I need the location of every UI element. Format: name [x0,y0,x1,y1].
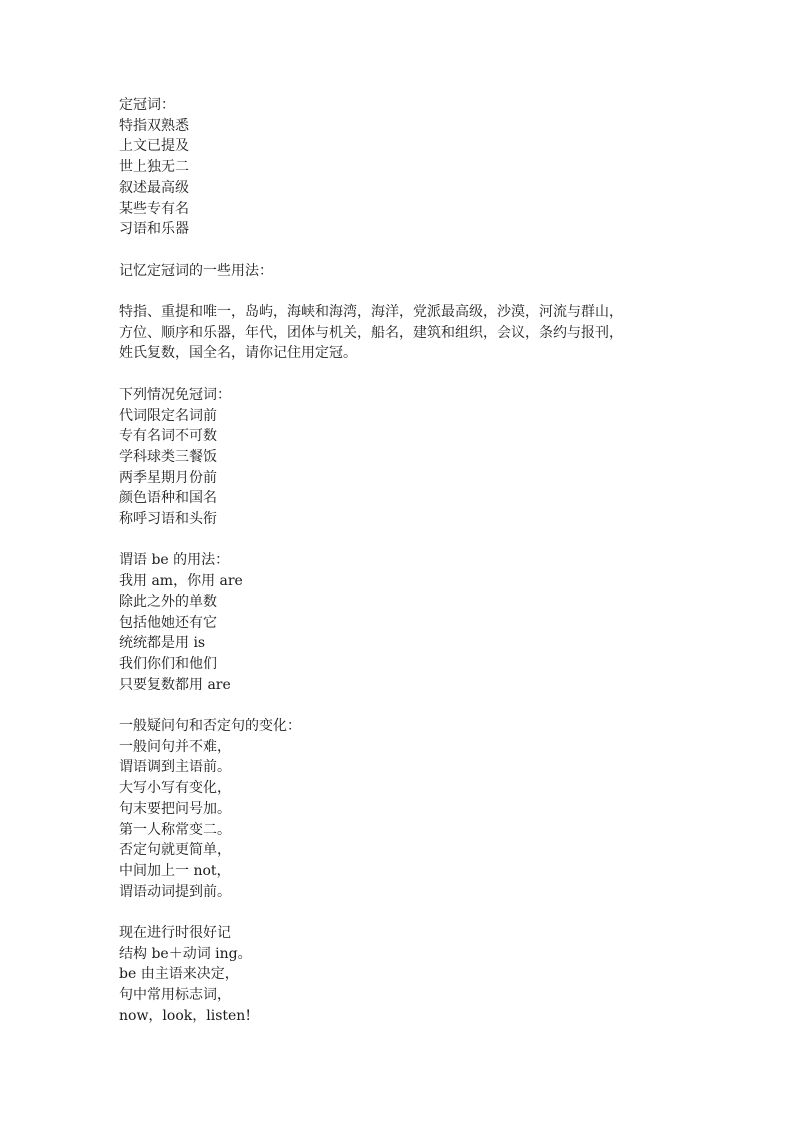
rhyme-line: 除此之外的单数 [119,593,217,610]
rhyme-line: 谓语调到主语前。 [119,759,231,776]
rhyme-line: 叙述最高级 [119,179,189,196]
section-heading: 下列情况免冠词： [119,386,231,403]
rhyme-line: 统统都是用 is [119,635,206,652]
paragraph-line: 方位、顺序和乐器，年代，团体与机关，船名，建筑和组织，会议，条约与报刊， [119,324,623,341]
be-verb-section [119,550,670,695]
rhyme-line: 一般问句并不难， [119,738,231,755]
section-heading: 定冠词： [119,97,175,113]
rhyme-line: 第一人称常变二。 [119,821,231,838]
paragraph-line: 姓氏复数，国全名，请你记住用定冠。 [119,345,357,362]
definite-article-usage-paragraph [119,302,670,364]
paragraph-line: 特指、重提和唯一，岛屿，海峡和海湾，海洋，党派最高级，沙漠，河流与群山， [119,304,623,320]
rhyme-line: 句中常用标志词， [119,987,231,1004]
rhyme-line: 中间加上一 not， [119,862,231,879]
rhyme-line: 包括他她还有它 [119,614,217,631]
rhyme-line: 学科球类三餐饭 [119,448,217,465]
section-heading: 现在进行时很好记 [119,925,231,942]
rhyme-line: 结构 be＋动词 ing。 [119,945,252,962]
memory-usage-heading-section [119,261,670,282]
zero-article-section [119,385,670,530]
rhyme-line: 大写小写有变化， [119,780,231,797]
rhyme-line: 上文已提及 [119,138,189,155]
rhyme-line: be 由主语来决定， [119,966,239,983]
rhyme-line: 某些专有名 [119,200,189,217]
rhyme-line: now，look，listen! [119,1007,251,1024]
section-heading: 记忆定冠词的一些用法： [119,262,273,279]
rhyme-line: 习语和乐器 [119,221,189,238]
rhyme-line: 世上独无二 [119,159,189,176]
rhyme-line: 特指双熟悉 [119,117,189,134]
rhyme-line: 我用 am，你用 are [119,573,243,590]
document-page [119,95,670,1047]
section-heading: 谓语 be 的用法： [119,552,230,569]
rhyme-line: 否定句就更简单， [119,842,231,859]
rhyme-line: 句末要把问号加。 [119,800,231,817]
question-negative-section [119,716,670,902]
rhyme-line: 两季星期月份前 [119,469,217,486]
rhyme-line: 颜色语种和国名 [119,490,217,507]
rhyme-line: 称呼习语和头衔 [119,511,217,528]
present-progressive-section [119,923,670,1027]
rhyme-line: 专有名词不可数 [119,428,217,445]
rhyme-line: 我们你们和他们 [119,655,217,672]
definite-article-section [119,95,670,240]
rhyme-line: 只要复数都用 are [119,676,231,693]
section-heading: 一般疑问句和否定句的变化： [119,718,301,735]
rhyme-line: 谓语动词提到前。 [119,883,231,900]
rhyme-line: 代词限定名词前 [119,407,217,424]
